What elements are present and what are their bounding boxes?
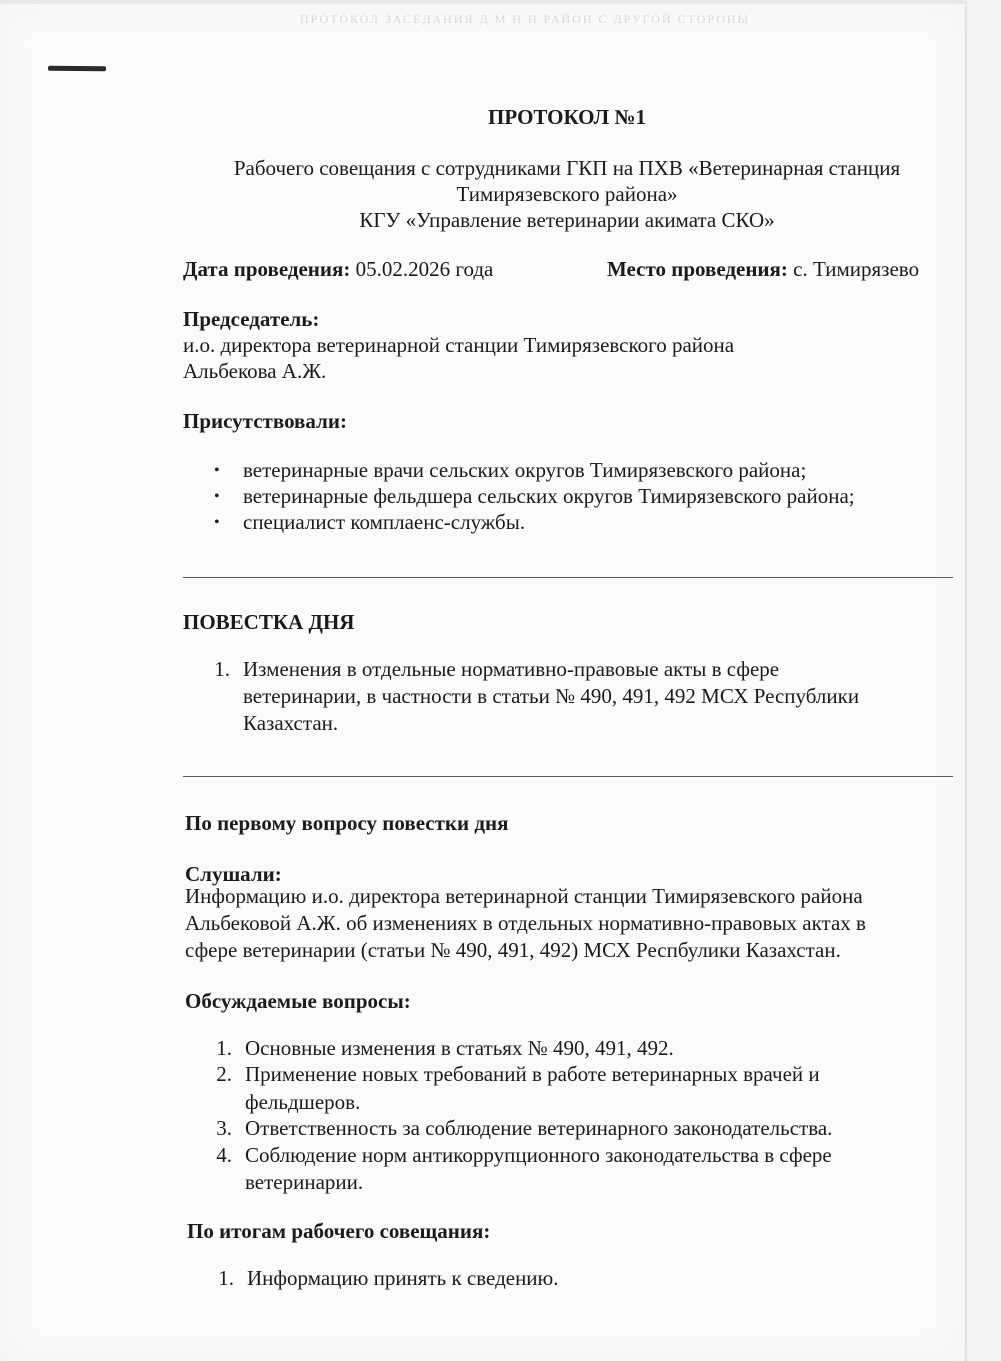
place-value: с. Тимирязево: [787, 257, 920, 281]
bullet-icon: •: [214, 462, 220, 479]
result-item: 1. Информацию принять к сведению.: [218, 1266, 559, 1290]
meeting-place: [607, 256, 919, 283]
place-label: Место проведения:: [607, 257, 788, 281]
first-question-heading: По первому вопросу повестки дня: [185, 811, 509, 835]
discussed-item: 4. Соблюдение норм антикоррупционного законодательства в сфере: [216, 1143, 832, 1167]
discussed-item-line: фельдшеров.: [245, 1090, 361, 1114]
agenda-item-number: 1.: [214, 657, 230, 681]
chairman-position: и.о. директора ветеринарной станции Тимирязевского района: [183, 333, 735, 357]
discussed-item: 3. Ответственность за соблюдение ветеринарного законодательства.: [216, 1116, 833, 1140]
bleed-through-text: ПРОТОКОЛ ЗАСЕДАНИЯ Д М Н Н РАЙОН С ДРУГОЙ СТОРОНЫ: [300, 12, 750, 26]
heard-label: Слушали:: [185, 862, 282, 886]
chairman-label: Председатель:: [183, 307, 320, 331]
scan-mark: [48, 66, 106, 72]
discussed-item: 1. Основные изменения в статьях № 490, 491, 492.: [216, 1036, 674, 1060]
meeting-date: [183, 256, 493, 283]
date-value: 05.02.2026 года: [350, 257, 494, 281]
divider: [183, 577, 953, 578]
agenda-item: 1. Изменения в отдельные нормативно-правовые акты в сфере: [204, 656, 779, 683]
attendee-item: ветеринарные фельдшера сельских округов Тимирязевского района;: [243, 484, 855, 508]
page-edge: [967, 0, 1001, 1361]
agenda-item-line: ветеринарии, в частности в статьи № 490, 491, 492 МСХ Республики: [243, 684, 860, 708]
attendee-item: ветеринарные врачи сельских округов Тимирязевского района;: [243, 458, 807, 482]
discussed-label: Обсуждаемые вопросы:: [185, 989, 411, 1013]
subtitle-line-2: Тимирязевского района»: [456, 182, 678, 206]
attendees-label: Присутствовали:: [183, 409, 347, 433]
date-label: Дата проведения:: [183, 257, 351, 281]
bullet-icon: •: [214, 488, 220, 505]
agenda-item-line: Казахстан.: [243, 711, 339, 735]
subtitle-line-3: КГУ «Управление ветеринарии акимата СКО»: [359, 208, 775, 232]
divider: [183, 776, 953, 777]
subtitle-line-1: Рабочего совещания с сотрудниками ГКП на ПХВ «Ветеринарная станция: [233, 156, 901, 180]
discussed-item-line: ветеринарии.: [245, 1170, 364, 1194]
heard-line: сфере ветеринарии (статьи № 490, 491, 492) МСХ Респбулики Казахстан.: [185, 938, 841, 962]
heard-line: Альбековой А.Ж. об изменениях в отдельных нормативно-правовых актах в: [185, 911, 866, 935]
discussed-item: 2. Применение новых требований в работе ветеринарных врачей и: [216, 1062, 820, 1086]
document-page: [0, 4, 967, 1361]
agenda-heading: ПОВЕСТКА ДНЯ: [183, 610, 355, 634]
heard-line: Информацию и.о. директора ветеринарной станции Тимирязевского района: [185, 884, 863, 908]
attendee-item: специалист комплаенс-службы.: [243, 510, 526, 534]
results-label: По итогам рабочего совещания:: [187, 1219, 491, 1243]
bullet-icon: •: [214, 514, 220, 531]
document-title: ПРОТОКОЛ №1: [488, 105, 646, 129]
chairman-name: Альбекова А.Ж.: [183, 359, 327, 383]
